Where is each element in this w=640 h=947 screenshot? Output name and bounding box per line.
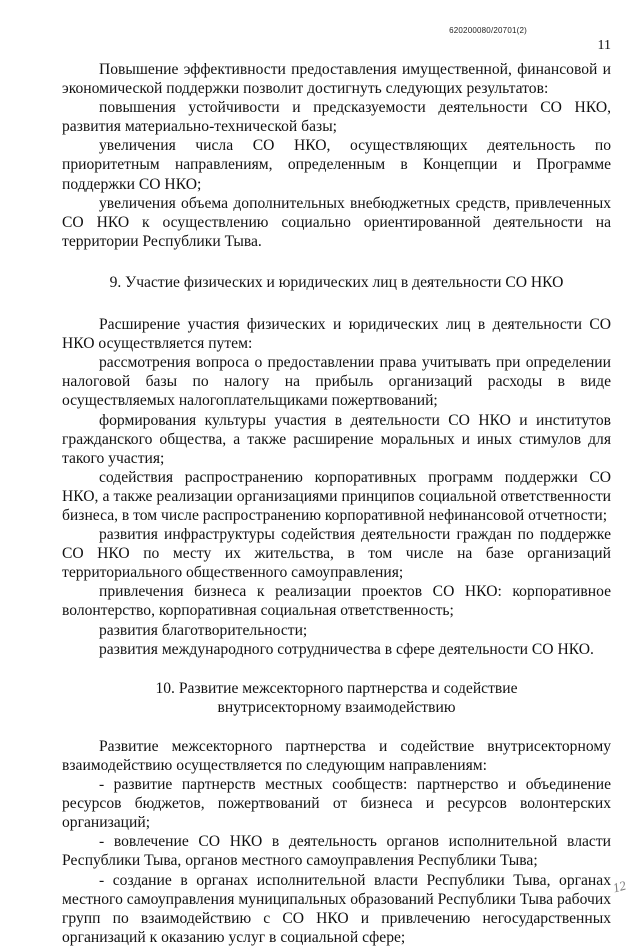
section-heading-9: 9. Участие физических и юридических лиц в деятельности СО НКО (109, 273, 564, 291)
paragraph: Развитие межсекторного партнерства и содействие внутрисекторному взаимодействию осуществляется по следующим направлениям: (62, 737, 611, 774)
paragraph: Повышение эффективности предоставления имущественной, финансовой и экономической поддержки позволит достигнуть следующих результатов: (62, 61, 611, 98)
list-item: - вовлечение СО НКО в деятельность органов исполнительной власти Республики Тыва, органов местного самоуправления Республики Тыва; (62, 833, 611, 870)
paragraph: формирования культуры участия в деятельности СО НКО и институтов гражданского общества, а также расширение моральных и иных стимулов для такого участия; (62, 411, 611, 467)
page-number: 11 (597, 38, 611, 53)
paragraph: развития благотворительности; (99, 621, 308, 639)
handwritten-page-mark: 12 (611, 877, 628, 896)
document-code: 620200080/20701(2) (449, 26, 527, 35)
paragraph: развития международного сотрудничества в сфере деятельности СО НКО. (99, 640, 594, 658)
paragraph: увеличения объема дополнительных внебюджетных средств, привлеченных СО НКО к осуществлению социально ориентированной деятельности на территории Республики Тыва. (62, 194, 611, 250)
paragraph: содействия распространению корпоративных программ поддержки СО НКО, а также реализации организациями принципов социальной ответственности бизнеса, в том числе распространению корпоративной нефинансовой отчетности; (62, 468, 611, 524)
list-item: - развитие партнерств местных сообществ: партнерство и объединение ресурсов бюджетов, пожертвований от бизнеса и ресурсов волонтерских организаций; (62, 776, 611, 832)
paragraph: увеличения числа СО НКО, осуществляющих деятельность по приоритетным направлениям, определенным в Концепции и Программе поддержки СО НКО; (62, 137, 611, 193)
section-heading-10-line2: внутрисекторному взаимодействию (217, 698, 456, 716)
paragraph: повышения устойчивости и предсказуемости деятельности СО НКО, развития материально-технической базы; (62, 99, 611, 136)
document-body (62, 60, 611, 947)
paragraph: рассмотрения вопроса о предоставлении права учитывать при определении налоговой базы по налогу на прибыль организаций расходы в виде осуществляемых налогоплательщиками пожертвований; (62, 354, 611, 410)
paragraph: привлечения бизнеса к реализации проектов СО НКО: корпоративное волонтерство, корпоративная социальная ответственность; (62, 583, 611, 620)
list-item: - создание в органах исполнительной власти Республики Тыва, органах местного самоуправления муниципальных образований Республики Тыва рабочих групп по взаимодействию с СО НКО и привлечению негосударственных организаций к оказанию услуг в социальной сфере; (62, 871, 611, 946)
section-heading-10-line1: 10. Развитие межсекторного партнерства и содействие (155, 679, 518, 697)
paragraph: Расширение участия физических и юридических лиц в деятельности СО НКО осуществляется путем: (62, 316, 611, 353)
paragraph: развития инфраструктуры содействия деятельности граждан по поддержке СО НКО по месту их жительства, в том числе на базе организаций территориального общественного самоуправления; (62, 526, 611, 582)
section-heading-10 (62, 679, 611, 717)
